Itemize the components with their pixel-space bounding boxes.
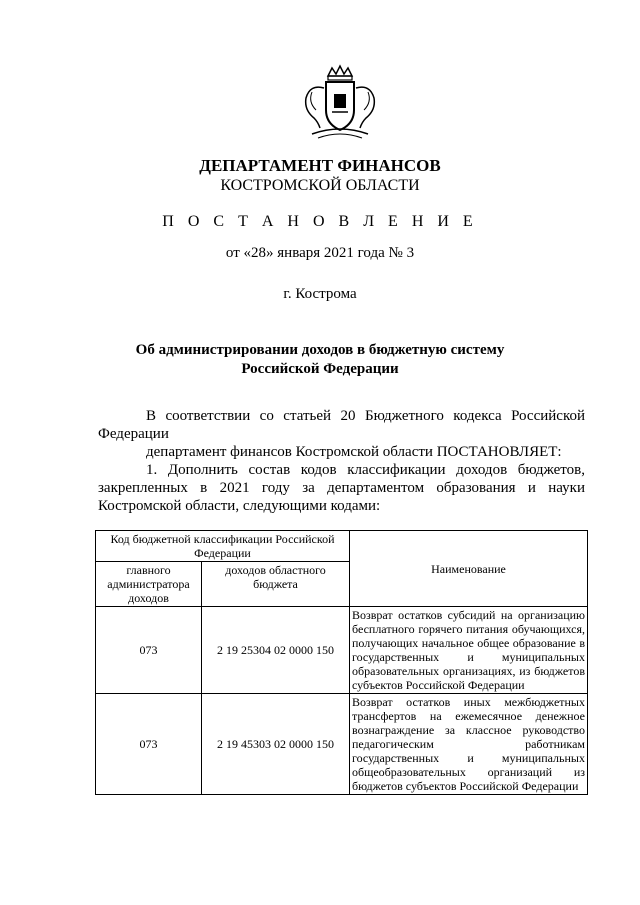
table-row (96, 607, 588, 694)
paragraph-item-1 (98, 461, 585, 515)
item-1-line-3: Костромской области, следующими кодами: (98, 498, 381, 514)
table-header-row (96, 531, 588, 562)
header-code-group: Код бюджетной классификации Российской Федерации (96, 531, 350, 562)
preamble-line-1: В соответствии со статьей 20 Бюджетного кодекса Российской (146, 408, 585, 424)
preamble-line-2: Федерации (98, 426, 169, 442)
document-type: П О С Т А Н О В Л Е Н И Е (162, 213, 478, 230)
row-income-code: 2 19 45303 02 0000 150 (202, 694, 350, 795)
row-admin-code: 073 (96, 607, 202, 694)
coat-of-arms-emblem (290, 62, 390, 142)
item-1-line-1: 1. Дополнить состав кодов классификации доходов бюджетов, (146, 462, 585, 478)
document-subject (0, 341, 640, 379)
header-name: Наименование (350, 531, 588, 607)
subject-line-2: Российской Федерации (241, 361, 399, 377)
preamble-decree-line: департамент финансов Костромской области ПОСТАНОВЛЯЕТ: (146, 444, 562, 460)
department-name: ДЕПАРТАМЕНТ ФИНАНСОВ (199, 156, 441, 175)
table-row (96, 694, 588, 795)
paragraph-preamble (98, 407, 585, 461)
row-income-code: 2 19 25304 02 0000 150 (202, 607, 350, 694)
document-city: г. Кострома (283, 286, 357, 302)
item-1-line-2: закрепленных в 2021 году за департаментом образования и науки (98, 480, 585, 496)
department-region: КОСТРОМСКОЙ ОБЛАСТИ (220, 177, 420, 194)
header-admin: главного администратора доходов (96, 562, 202, 607)
header-income: доходов областного бюджета (202, 562, 350, 607)
row-admin-code: 073 (96, 694, 202, 795)
income-codes-table (95, 530, 588, 795)
document-date: от «28» января 2021 года № 3 (225, 245, 415, 261)
row-name: Возврат остатков иных межбюджетных трансфертов на ежемесячное денежное вознаграждение за классное руководство педагогическим работникам государственных и муниципальных общеобразовательных организаций из бюджетов субъектов Российской Федерации (350, 694, 588, 795)
subject-line-1: Об администрировании доходов в бюджетную систему (135, 342, 505, 358)
row-name: Возврат остатков субсидий на организацию бесплатного горячего питания обучающихся, получающих начальное общее образование в государственных и муниципальных образовательных организациях, из бюджетов субъектов Российской Федерации (350, 607, 588, 694)
